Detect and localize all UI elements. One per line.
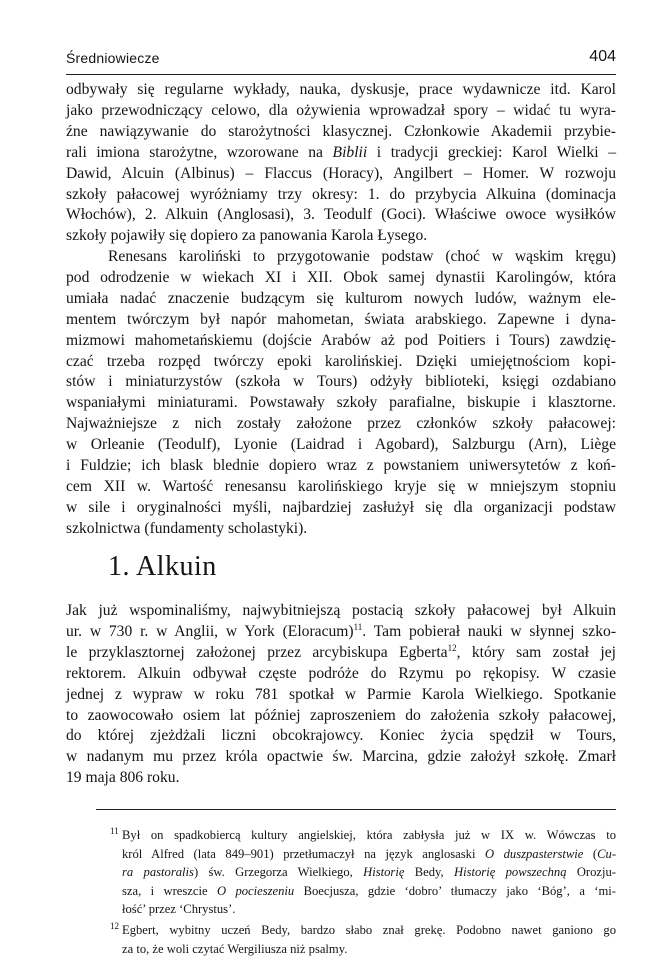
section-title: Średniowiecze (66, 50, 160, 66)
text-fragment: król Alfred (lata 849–901) przetłumaczył na język anglosaski (122, 846, 485, 861)
text-line: odbywały się regularne wykłady, nauka, dyskusje, prace wydawnicze itd. Karol (66, 81, 616, 98)
text-fragment: , który sam został jej (456, 643, 616, 661)
text-line: do której zjeżdżali liczni obcokrajowcy. Koniec życia spędził w Tours, (66, 727, 616, 745)
text-line (66, 143, 616, 164)
text-line: w Orleanie (Teodulf), Lyonie (Laidrad i Agobard), Salzburgu (Arn), Liège (66, 436, 616, 454)
text-line: rektorem. Alkuin odbywał częste podróże do Rzymu po rękopisy. W czasie (66, 664, 616, 682)
footnote-line (122, 863, 616, 882)
text-line: źne nawiązywanie do starożytności klasycznej. Członkowie Akademii przybie- (66, 122, 616, 140)
italic-title: ra pastoralis (122, 865, 194, 880)
footnote-line: Był on spadkobiercą kultury angielskiej, która zabłysła już w IX w. Wówczas to (122, 828, 616, 842)
page-number: 404 (589, 48, 616, 65)
text-line (66, 643, 616, 664)
footnote-rule (96, 809, 616, 810)
footnotes (86, 826, 616, 960)
italic-title: O duszpasterstwie (484, 846, 584, 861)
running-head (66, 50, 616, 72)
footnote-ref-11[interactable]: 11 (353, 621, 363, 632)
footnote-line: Egbert, wybitny uczeń Bedy, bardzo słabo znał grekę. Podobno nawet ganiono go (122, 922, 616, 937)
italic-title: Biblii (332, 143, 368, 161)
text-line: w nadanym mu przez króla opactwie św. Marcina, gdzie założył szkołę. Zmarł (66, 748, 616, 766)
footnote-line (122, 845, 616, 864)
text-fragment: ( (583, 846, 598, 861)
text-fragment: . Tam pobierał nauki w słynnej szko- (362, 622, 617, 640)
text-fragment: sza, i wreszcie (122, 883, 217, 898)
italic-title: O pocieszeniu (216, 883, 295, 898)
text-line: szkolnictwa (fundamenty scholastyki). (66, 519, 308, 537)
text-line: w sile i oryginalności myśli, najbardziej zasłużył się dla organizacji podstaw (66, 498, 616, 516)
text-fragment: Bedy, (404, 865, 454, 880)
text-fragment: ur. w 730 r. w Anglii, w York (Eloracum) (66, 622, 354, 640)
footnote-number: 12 (110, 920, 119, 931)
chapter-title: 1. Alkuin (108, 551, 217, 582)
header-rule (66, 74, 616, 75)
text-fragment: le przyklasztornej założonej przez arcybiskupa Egberta (66, 643, 448, 661)
text-fragment: Orozju- (566, 865, 617, 880)
footnote-12 (86, 921, 616, 958)
text-fragment: Boecjusza, gdzie ‘dobro’ tłumaczy jako ‘Bóg’, a ‘mi- (294, 883, 616, 898)
footnote-ref-12[interactable]: 12 (447, 642, 457, 653)
paragraph-2 (66, 247, 616, 540)
text-line: to zaowocowało osiem lat później zaproszeniem do założenia szkoły pałacowej, (66, 706, 616, 724)
text-line: cem XII w. Wartość renesansu karolińskiego kryje się w mniejszym stopniu (66, 477, 616, 495)
text-line: mentem twórczym był napór mahometan, świata arabskiego. Zapewne i dyna- (66, 310, 616, 328)
text-line (66, 622, 616, 643)
text-fragment: ) św. Grzegorza Wielkiego, (193, 865, 364, 880)
text-line: szkoły pojawiły się dopiero za panowania Karola Łysego. (66, 227, 428, 245)
text-line: Najważniejsze z nich zostały założone przez członków szkoły pałacowej: (66, 415, 616, 433)
italic-title: Historię powszechną (454, 865, 567, 880)
text-line: szkoły pałacowej wyróżniamy trzy okresy: 1. do przybycia Alkuina (dominacja (66, 185, 616, 203)
footnote-line: za to, że woli czytać Wergiliusza niż psalmy. (122, 941, 348, 956)
footnote-line (122, 882, 616, 901)
text-line: jako przewodniczący celowo, dla ożywienia wprowadzał spory – widać tu wyra- (66, 101, 616, 119)
text-line: czać trzeba rozpęd twórczy epoki karolińskiej. Dzięki umiejętnościom kopi- (66, 352, 616, 370)
text-fragment: rali imiona starożytne, wzorowane na (66, 143, 333, 161)
text-line: pod odrodzenie w wiekach XI i XII. Obok samej dynastii Karolingów, która (66, 268, 616, 286)
text-line: mizmowi mahometańskiemu (dojście Arabów aż pod Poitiers i Tours) zawdzię- (66, 331, 616, 349)
text-line: Jak już wspominaliśmy, najwybitniejszą postacią szkoły pałacowej był Alkuin (66, 602, 616, 619)
italic-title: Cu- (597, 846, 617, 861)
paragraph-1 (66, 80, 616, 247)
text-line: jednej z wypraw w roku 781 spotkał w Parmie Karola Wielkiego. Spotkanie (66, 685, 616, 703)
text-line: umiała nadać znaczenie budzącym się kulturom nowych ludów, ważnym ele- (66, 289, 616, 307)
text-line: 19 maja 806 roku. (66, 769, 180, 787)
text-line: Renesans karoliński to przygotowanie podstaw (choć w wąskim kręgu) (108, 248, 616, 265)
text-line: Dawid, Alcuin (Albinus) – Flaccus (Horacy), Angilbert – Homer. W rozwoju (66, 164, 616, 182)
footnote-11 (86, 826, 616, 919)
paragraph-3 (66, 601, 616, 789)
text-line: i Fuldzie; ich blask blednie dopiero wraz z powstaniem uniwersytetów z koń- (66, 457, 616, 475)
text-line: stów i miniaturzystów (szkoła w Tours) odżyły biblioteki, księgi ozdabiano (66, 373, 616, 391)
italic-title: Historię (363, 865, 405, 880)
footnote-number: 11 (110, 826, 119, 836)
text-line: wspaniałymi miniaturami. Powstawały szkoły parafialne, biskupie i klasztorne. (66, 394, 616, 412)
footnote-line: łość’ przez ‘Chrystus’. (122, 902, 236, 917)
text-line: Włochów), 2. Alkuin (Anglosasi), 3. Teodulf (Goci). Właściwe owoce wysiłków (66, 206, 616, 224)
text-fragment: i tradycji greckiej: Karol Wielki – (367, 143, 616, 161)
